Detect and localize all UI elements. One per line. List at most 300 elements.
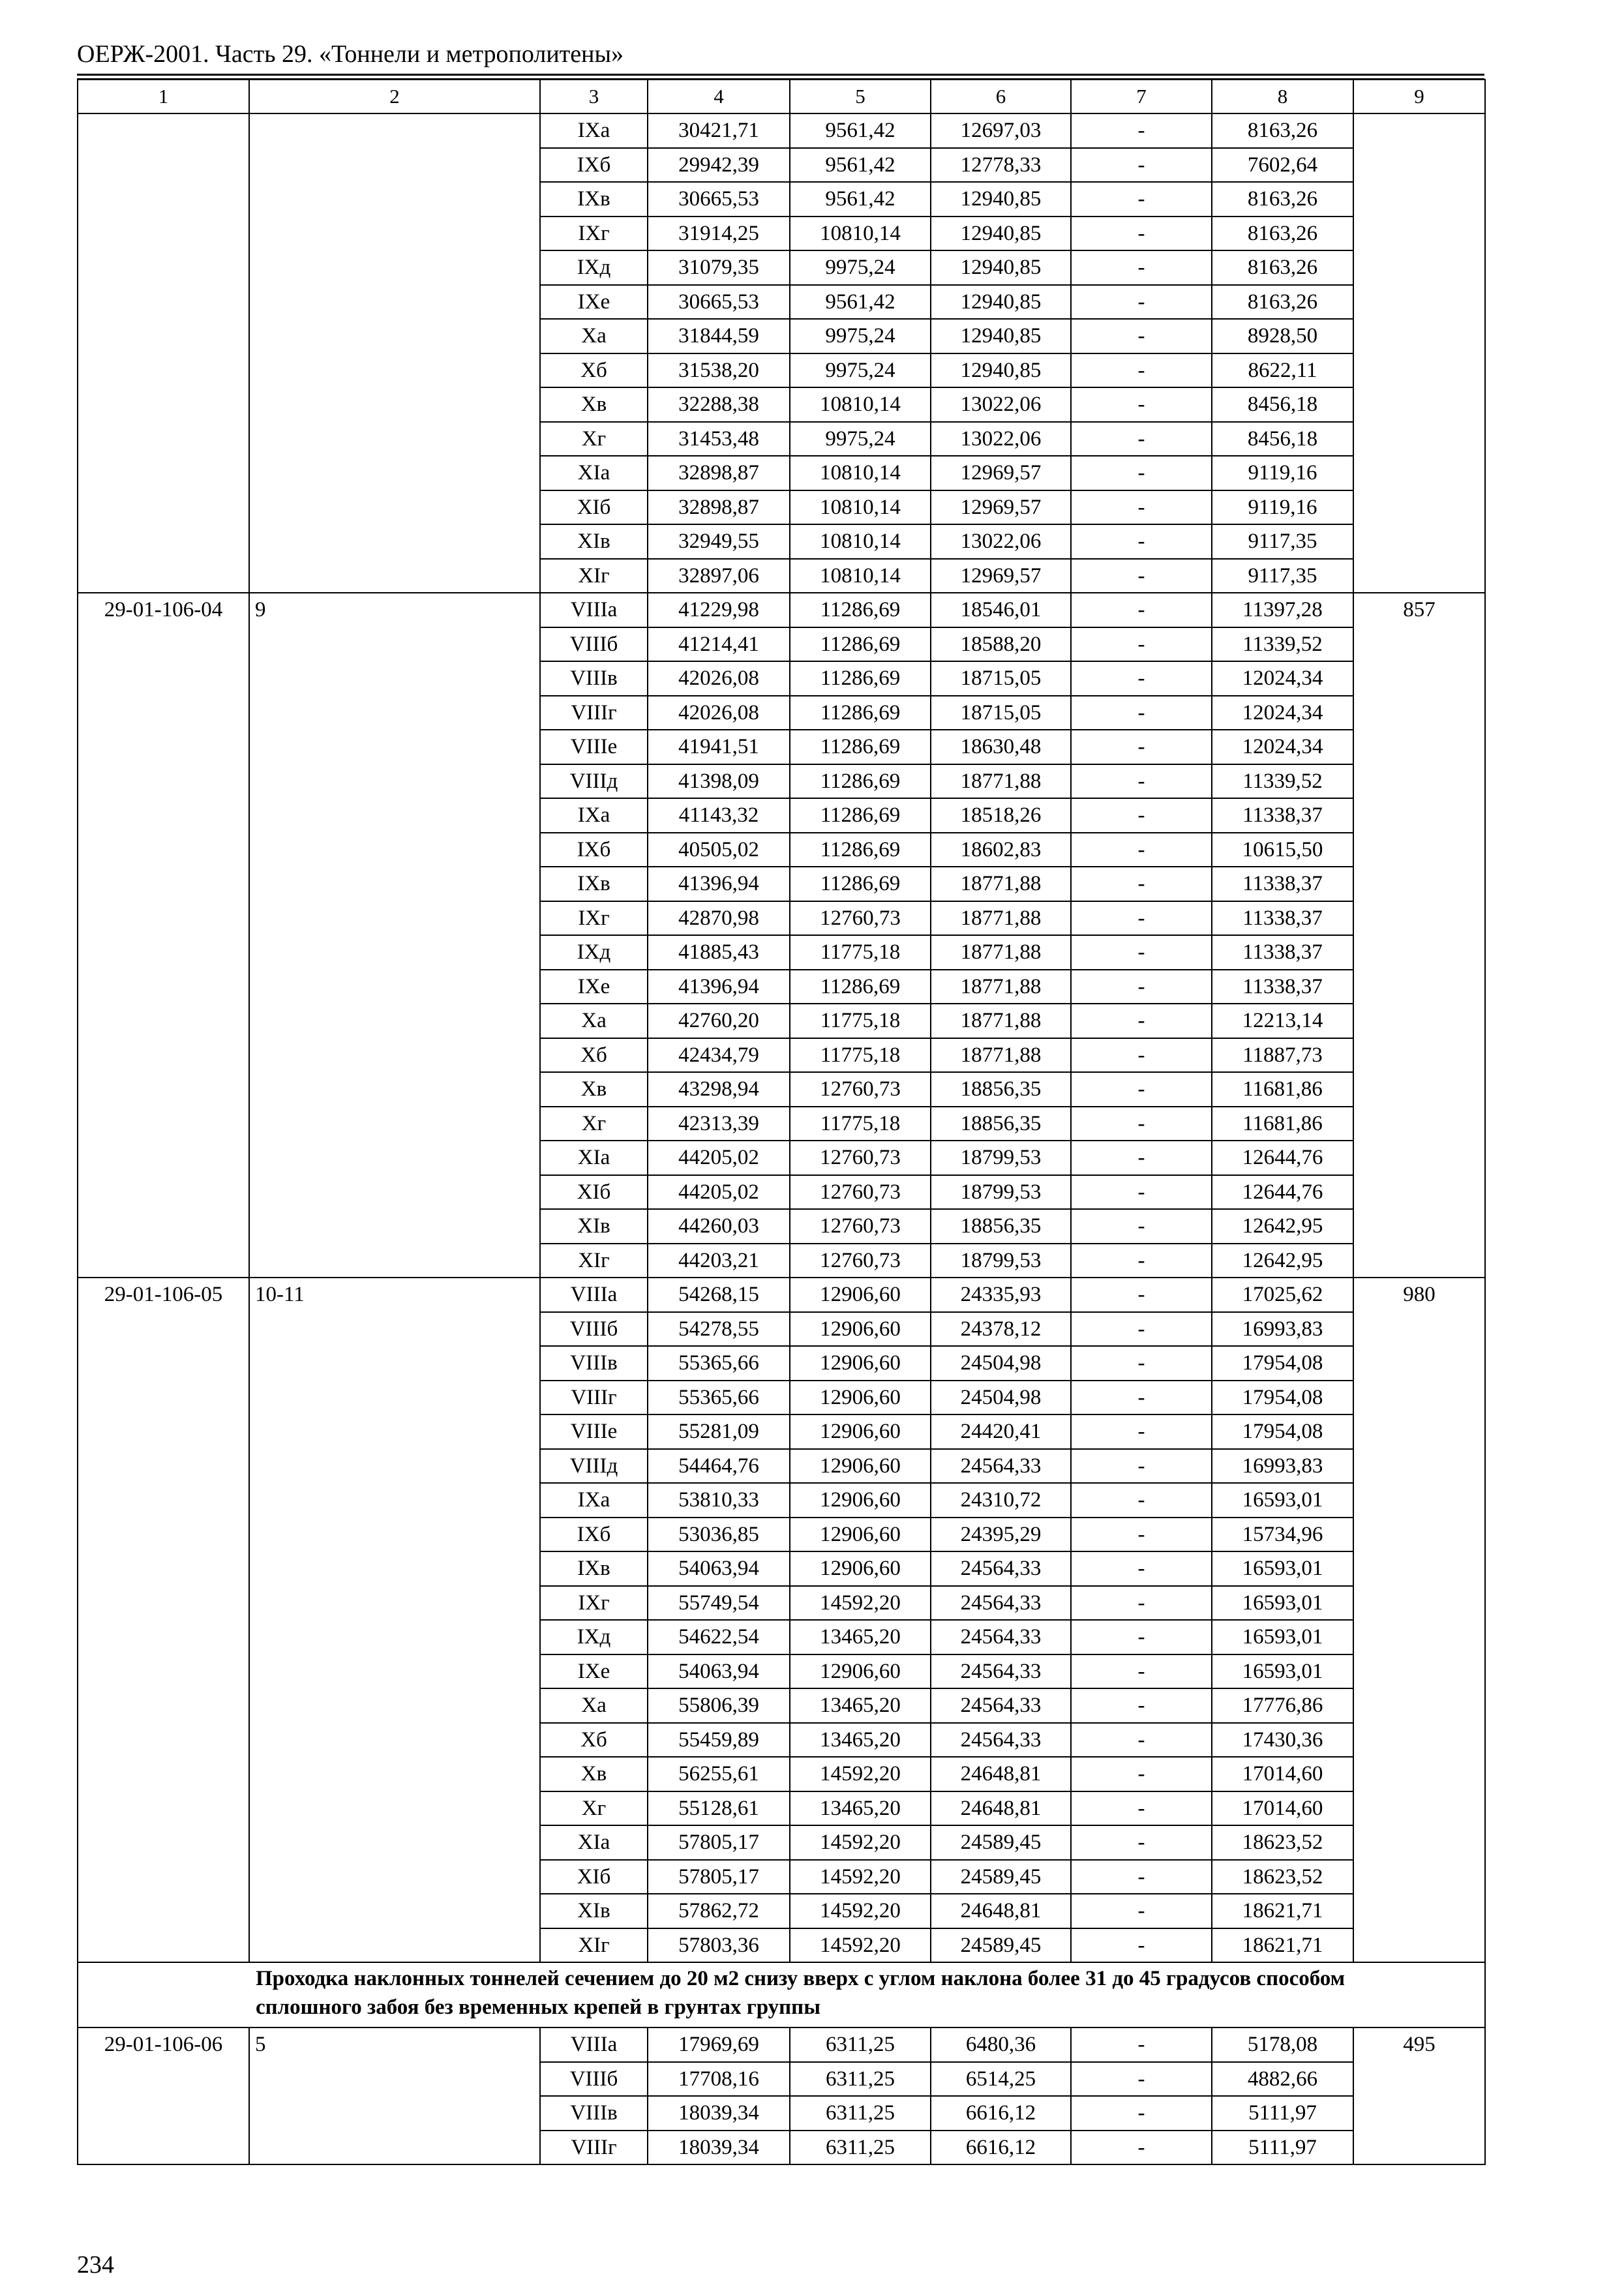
material-cost: 11681,86: [1212, 1107, 1353, 1141]
machine-cost: 12969,57: [931, 456, 1071, 490]
column-number: 2: [249, 80, 540, 113]
machinist-cost: -: [1071, 1004, 1212, 1038]
direct-cost: 41214,41: [648, 627, 790, 662]
machinist-cost: -: [1071, 456, 1212, 490]
machine-cost: 18546,01: [931, 593, 1071, 627]
machine-cost: 24504,98: [931, 1381, 1071, 1415]
direct-cost: 54063,94: [648, 1551, 790, 1586]
soil-group: Xв: [540, 1072, 648, 1107]
material-cost: 17954,08: [1212, 1414, 1353, 1449]
soil-group: Xа: [540, 1688, 648, 1723]
direct-cost: 31538,20: [648, 353, 790, 388]
material-cost: 9117,35: [1212, 524, 1353, 559]
material-cost: 17025,62: [1212, 1278, 1353, 1312]
machinist-cost: -: [1071, 1209, 1212, 1244]
machinist-cost: -: [1071, 764, 1212, 799]
direct-cost: 32898,87: [648, 490, 790, 525]
material-cost: 12644,76: [1212, 1175, 1353, 1210]
labor-cost: 13465,20: [790, 1688, 931, 1723]
soil-group: IXд: [540, 1620, 648, 1654]
labor-cost: 14592,20: [790, 1757, 931, 1791]
machinist-cost: -: [1071, 1175, 1212, 1210]
machinist-cost: -: [1071, 1414, 1212, 1449]
material-cost: 17954,08: [1212, 1346, 1353, 1381]
material-cost: 8928,50: [1212, 319, 1353, 353]
labor-cost: 10810,14: [790, 456, 931, 490]
machine-cost: 24335,93: [931, 1278, 1071, 1312]
soil-group: IXа: [540, 1483, 648, 1518]
direct-cost: 55365,66: [648, 1381, 790, 1415]
labor-cost: 9561,42: [790, 113, 931, 148]
soil-group: XIа: [540, 456, 648, 490]
soil-group: IXе: [540, 1654, 648, 1689]
labor-cost: 12760,73: [790, 1209, 931, 1244]
direct-cost: 54278,55: [648, 1312, 790, 1347]
machinist-cost: -: [1071, 1038, 1212, 1073]
material-cost: 8163,26: [1212, 250, 1353, 285]
soil-group: XIа: [540, 1825, 648, 1860]
material-cost: 18623,52: [1212, 1860, 1353, 1894]
material-cost: 11338,37: [1212, 798, 1353, 833]
machine-cost: 24589,45: [931, 1860, 1071, 1894]
labor-cost: 9975,24: [790, 250, 931, 285]
material-cost: 9119,16: [1212, 456, 1353, 490]
direct-cost: 54268,15: [648, 1278, 790, 1312]
rate-code: [78, 113, 249, 593]
labor-cost: 11775,18: [790, 1004, 931, 1038]
machine-cost: 18856,35: [931, 1072, 1071, 1107]
direct-cost: 54063,94: [648, 1654, 790, 1689]
machine-cost: 6480,36: [931, 2027, 1071, 2062]
material-cost: 4882,66: [1212, 2062, 1353, 2097]
soil-group: Xг: [540, 1791, 648, 1826]
material-cost: 12024,34: [1212, 661, 1353, 696]
soil-group: Xг: [540, 1107, 648, 1141]
labor-cost: 11286,69: [790, 867, 931, 901]
machine-cost: 12697,03: [931, 113, 1071, 148]
column-number: 1: [78, 80, 249, 113]
labor-cost: 11286,69: [790, 593, 931, 627]
direct-cost: 54622,54: [648, 1620, 790, 1654]
rate-code: 29-01-106-04: [78, 593, 249, 1278]
material-cost: 5111,97: [1212, 2131, 1353, 2165]
machine-cost: 12940,85: [931, 353, 1071, 388]
direct-cost: 53810,33: [648, 1483, 790, 1518]
machine-cost: 24564,33: [931, 1688, 1071, 1723]
material-cost: 11339,52: [1212, 627, 1353, 662]
labor-cost: 11286,69: [790, 696, 931, 730]
machine-cost: 18602,83: [931, 833, 1071, 867]
direct-cost: 55459,89: [648, 1723, 790, 1758]
material-cost: 5111,97: [1212, 2096, 1353, 2131]
labor-cost: 14592,20: [790, 1825, 931, 1860]
labor-cost: 10810,14: [790, 490, 931, 525]
soil-group: VIIIб: [540, 1312, 648, 1347]
column-number: 5: [790, 80, 931, 113]
soil-group: VIIIв: [540, 2096, 648, 2131]
machinist-cost: -: [1071, 285, 1212, 320]
soil-group: VIIIг: [540, 1381, 648, 1415]
machine-cost: 24564,33: [931, 1551, 1071, 1586]
machinist-cost: -: [1071, 422, 1212, 456]
direct-cost: 42760,20: [648, 1004, 790, 1038]
machinist-cost: -: [1071, 1791, 1212, 1826]
machine-cost: 6616,12: [931, 2096, 1071, 2131]
labor-cost: 10810,14: [790, 217, 931, 251]
soil-group: VIIIе: [540, 1414, 648, 1449]
machinist-cost: -: [1071, 2096, 1212, 2131]
direct-cost: 44203,21: [648, 1244, 790, 1278]
machine-cost: 18771,88: [931, 764, 1071, 799]
machine-cost: 13022,06: [931, 422, 1071, 456]
labor-cost: 6311,25: [790, 2096, 931, 2131]
machinist-cost: -: [1071, 798, 1212, 833]
direct-cost: 41396,94: [648, 867, 790, 901]
soil-group: IXа: [540, 798, 648, 833]
material-cost: 16993,83: [1212, 1449, 1353, 1484]
soil-group: VIIIв: [540, 1346, 648, 1381]
machinist-cost: -: [1071, 1346, 1212, 1381]
machinist-cost: -: [1071, 113, 1212, 148]
rate-code: 29-01-106-05: [78, 1278, 249, 1962]
soil-group: Xв: [540, 387, 648, 422]
machine-cost: 18715,05: [931, 661, 1071, 696]
direct-cost: 55806,39: [648, 1688, 790, 1723]
labor-cost: 10810,14: [790, 559, 931, 593]
direct-cost: 54464,76: [648, 1449, 790, 1484]
labor-cost: 11775,18: [790, 1107, 931, 1141]
labor-cost: 6311,25: [790, 2027, 931, 2062]
labor-cost: 12906,60: [790, 1518, 931, 1552]
soil-group: Xа: [540, 1004, 648, 1038]
direct-cost: 55365,66: [648, 1346, 790, 1381]
soil-group: IXг: [540, 901, 648, 936]
soil-group: XIг: [540, 1244, 648, 1278]
machinist-cost: -: [1071, 661, 1212, 696]
direct-cost: 30665,53: [648, 182, 790, 217]
machine-cost: 12940,85: [931, 182, 1071, 217]
machinist-cost: -: [1071, 730, 1212, 764]
labor-cost: 13465,20: [790, 1620, 931, 1654]
labor-cost: 13465,20: [790, 1723, 931, 1758]
page-header: ОЕРЖ-2001. Часть 29. «Тоннели и метрополитены»: [77, 40, 624, 68]
soil-group: XIб: [540, 490, 648, 525]
section-title: Проходка наклонных тоннелей сечением до 20 м2 снизу вверх с углом наклона более 31 до 45 градусов способом сплошного забоя без временных крепей в грунтах группы: [249, 1962, 1485, 2027]
soil-group: XIв: [540, 1894, 648, 1928]
soil-group: IXв: [540, 1551, 648, 1586]
material-cost: 11339,52: [1212, 764, 1353, 799]
material-cost: 8622,11: [1212, 353, 1353, 388]
machinist-cost: -: [1071, 1860, 1212, 1894]
soil-group: IXе: [540, 285, 648, 320]
labor-cost: 12760,73: [790, 901, 931, 936]
machinist-cost: -: [1071, 1620, 1212, 1654]
soil-group: VIIIа: [540, 593, 648, 627]
labor-cost: 11775,18: [790, 1038, 931, 1073]
rate-code: 29-01-106-06: [78, 2027, 249, 2164]
machinist-cost: -: [1071, 490, 1212, 525]
machinist-cost: -: [1071, 1928, 1212, 1963]
soil-group: VIIIд: [540, 1449, 648, 1484]
machinist-cost: -: [1071, 970, 1212, 1004]
machine-cost: 24395,29: [931, 1518, 1071, 1552]
machinist-cost: -: [1071, 1449, 1212, 1484]
direct-cost: 30421,71: [648, 113, 790, 148]
soil-group: Xг: [540, 422, 648, 456]
machine-cost: 12940,85: [931, 217, 1071, 251]
material-cost: 9117,35: [1212, 559, 1353, 593]
labor-hours: 857: [1353, 593, 1485, 1278]
soil-group: IXб: [540, 148, 648, 183]
table-row: [78, 113, 1485, 148]
machine-cost: 18856,35: [931, 1209, 1071, 1244]
labor-cost: 12760,73: [790, 1244, 931, 1278]
labor-cost: 13465,20: [790, 1791, 931, 1826]
direct-cost: 41229,98: [648, 593, 790, 627]
direct-cost: 32897,06: [648, 559, 790, 593]
material-cost: 11338,37: [1212, 935, 1353, 970]
direct-cost: 32949,55: [648, 524, 790, 559]
header-rule: [77, 74, 1484, 76]
material-cost: 9119,16: [1212, 490, 1353, 525]
material-cost: 16593,01: [1212, 1483, 1353, 1518]
machinist-cost: -: [1071, 2027, 1212, 2062]
section-spacer: [78, 1962, 249, 2027]
labor-cost: 6311,25: [790, 2131, 931, 2165]
column-number: 3: [540, 80, 648, 113]
machine-cost: 24564,33: [931, 1620, 1071, 1654]
soil-group: VIIIе: [540, 730, 648, 764]
soil-group: XIг: [540, 1928, 648, 1963]
machinist-cost: -: [1071, 696, 1212, 730]
direct-cost: 43298,94: [648, 1072, 790, 1107]
material-cost: 12642,95: [1212, 1209, 1353, 1244]
labor-cost: 11775,18: [790, 935, 931, 970]
machinist-cost: -: [1071, 1825, 1212, 1860]
machinist-cost: -: [1071, 250, 1212, 285]
machinist-cost: -: [1071, 2131, 1212, 2165]
direct-cost: 29942,39: [648, 148, 790, 183]
material-cost: 17430,36: [1212, 1723, 1353, 1758]
material-cost: 8456,18: [1212, 387, 1353, 422]
soil-group: IXд: [540, 935, 648, 970]
machine-cost: 18630,48: [931, 730, 1071, 764]
labor-cost: 12906,60: [790, 1312, 931, 1347]
material-cost: 12644,76: [1212, 1141, 1353, 1175]
soil-group: VIIIв: [540, 661, 648, 696]
material-cost: 17954,08: [1212, 1381, 1353, 1415]
labor-cost: 12906,60: [790, 1278, 931, 1312]
material-cost: 16593,01: [1212, 1654, 1353, 1689]
material-cost: 12024,34: [1212, 730, 1353, 764]
labor-cost: 9975,24: [790, 422, 931, 456]
soil-group: VIIIб: [540, 2062, 648, 2097]
soil-group: VIIIг: [540, 696, 648, 730]
machinist-cost: -: [1071, 1894, 1212, 1928]
soil-group: XIа: [540, 1141, 648, 1175]
labor-cost: 12906,60: [790, 1449, 931, 1484]
soil-group: XIг: [540, 559, 648, 593]
labor-hours: [1353, 113, 1485, 593]
machinist-cost: -: [1071, 524, 1212, 559]
material-cost: 11338,37: [1212, 867, 1353, 901]
soil-group: VIIIг: [540, 2131, 648, 2165]
soil-group: VIIIа: [540, 1278, 648, 1312]
machinist-cost: -: [1071, 833, 1212, 867]
material-cost: 8163,26: [1212, 285, 1353, 320]
labor-cost: 12760,73: [790, 1072, 931, 1107]
machine-cost: 24378,12: [931, 1312, 1071, 1347]
material-cost: 11681,86: [1212, 1072, 1353, 1107]
material-cost: 16593,01: [1212, 1551, 1353, 1586]
section-row: [78, 1962, 1485, 2027]
labor-cost: 11286,69: [790, 833, 931, 867]
direct-cost: 41398,09: [648, 764, 790, 799]
machinist-cost: -: [1071, 1723, 1212, 1758]
machinist-cost: -: [1071, 1483, 1212, 1518]
material-cost: 16593,01: [1212, 1620, 1353, 1654]
rates-table: [77, 79, 1486, 2165]
direct-cost: 44260,03: [648, 1209, 790, 1244]
labor-cost: 9561,42: [790, 182, 931, 217]
material-cost: 8163,26: [1212, 217, 1353, 251]
machine-cost: 18771,88: [931, 867, 1071, 901]
machine-cost: 18856,35: [931, 1107, 1071, 1141]
soil-group: IXв: [540, 182, 648, 217]
labor-cost: 12906,60: [790, 1381, 931, 1415]
machine-cost: 24564,33: [931, 1654, 1071, 1689]
material-cost: 16993,83: [1212, 1312, 1353, 1347]
soil-group: VIIIд: [540, 764, 648, 799]
soil-group: IXе: [540, 970, 648, 1004]
labor-cost: 11286,69: [790, 764, 931, 799]
soil-group: Xа: [540, 319, 648, 353]
machine-cost: 6514,25: [931, 2062, 1071, 2097]
machine-cost: 24564,33: [931, 1723, 1071, 1758]
rate-note: [249, 113, 540, 593]
machinist-cost: -: [1071, 217, 1212, 251]
machine-cost: 12969,57: [931, 490, 1071, 525]
machine-cost: 24648,81: [931, 1757, 1071, 1791]
machinist-cost: -: [1071, 627, 1212, 662]
column-number: 6: [931, 80, 1071, 113]
direct-cost: 44205,02: [648, 1175, 790, 1210]
machinist-cost: -: [1071, 1688, 1212, 1723]
direct-cost: 53036,85: [648, 1518, 790, 1552]
labor-cost: 9975,24: [790, 353, 931, 388]
material-cost: 10615,50: [1212, 833, 1353, 867]
direct-cost: 31079,35: [648, 250, 790, 285]
material-cost: 8456,18: [1212, 422, 1353, 456]
machinist-cost: -: [1071, 2062, 1212, 2097]
machine-cost: 24504,98: [931, 1346, 1071, 1381]
material-cost: 12024,34: [1212, 696, 1353, 730]
labor-cost: 12906,60: [790, 1483, 931, 1518]
direct-cost: 57803,36: [648, 1928, 790, 1963]
machine-cost: 18771,88: [931, 970, 1071, 1004]
machine-cost: 12969,57: [931, 559, 1071, 593]
column-number: 4: [648, 80, 790, 113]
soil-group: VIIIа: [540, 2027, 648, 2062]
machinist-cost: -: [1071, 1141, 1212, 1175]
direct-cost: 42026,08: [648, 696, 790, 730]
material-cost: 17776,86: [1212, 1688, 1353, 1723]
labor-cost: 6311,25: [790, 2062, 931, 2097]
machinist-cost: -: [1071, 387, 1212, 422]
machinist-cost: -: [1071, 901, 1212, 936]
machine-cost: 24310,72: [931, 1483, 1071, 1518]
rate-note: 10-11: [249, 1278, 540, 1962]
direct-cost: 57862,72: [648, 1894, 790, 1928]
material-cost: 11338,37: [1212, 901, 1353, 936]
direct-cost: 44205,02: [648, 1141, 790, 1175]
soil-group: IXб: [540, 833, 648, 867]
machinist-cost: -: [1071, 319, 1212, 353]
labor-cost: 12906,60: [790, 1551, 931, 1586]
material-cost: 17014,60: [1212, 1757, 1353, 1791]
material-cost: 12642,95: [1212, 1244, 1353, 1278]
material-cost: 17014,60: [1212, 1791, 1353, 1826]
labor-hours: 495: [1353, 2027, 1485, 2164]
machinist-cost: -: [1071, 182, 1212, 217]
direct-cost: 17969,69: [648, 2027, 790, 2062]
material-cost: 7602,64: [1212, 148, 1353, 183]
direct-cost: 31844,59: [648, 319, 790, 353]
machine-cost: 18771,88: [931, 935, 1071, 970]
material-cost: 18621,71: [1212, 1894, 1353, 1928]
soil-group: Xв: [540, 1757, 648, 1791]
machine-cost: 24564,33: [931, 1449, 1071, 1484]
machine-cost: 18771,88: [931, 901, 1071, 936]
soil-group: VIIIб: [540, 627, 648, 662]
machine-cost: 12940,85: [931, 250, 1071, 285]
labor-cost: 11286,69: [790, 627, 931, 662]
direct-cost: 55128,61: [648, 1791, 790, 1826]
machinist-cost: -: [1071, 1757, 1212, 1791]
rate-note: 5: [249, 2027, 540, 2164]
direct-cost: 55281,09: [648, 1414, 790, 1449]
direct-cost: 42313,39: [648, 1107, 790, 1141]
machinist-cost: -: [1071, 867, 1212, 901]
direct-cost: 17708,16: [648, 2062, 790, 2097]
labor-cost: 12760,73: [790, 1175, 931, 1210]
machinist-cost: -: [1071, 1278, 1212, 1312]
material-cost: 8163,26: [1212, 113, 1353, 148]
direct-cost: 42870,98: [648, 901, 790, 936]
machine-cost: 18588,20: [931, 627, 1071, 662]
labor-cost: 12906,60: [790, 1654, 931, 1689]
labor-cost: 14592,20: [790, 1928, 931, 1963]
material-cost: 5178,08: [1212, 2027, 1353, 2062]
direct-cost: 32288,38: [648, 387, 790, 422]
machinist-cost: -: [1071, 593, 1212, 627]
soil-group: IXв: [540, 867, 648, 901]
machinist-cost: -: [1071, 935, 1212, 970]
table-row: [78, 2027, 1485, 2062]
page-number: 234: [77, 2251, 114, 2279]
machine-cost: 24589,45: [931, 1928, 1071, 1963]
material-cost: 12213,14: [1212, 1004, 1353, 1038]
direct-cost: 18039,34: [648, 2096, 790, 2131]
soil-group: XIб: [540, 1175, 648, 1210]
machinist-cost: -: [1071, 148, 1212, 183]
machine-cost: 6616,12: [931, 2131, 1071, 2165]
labor-cost: 14592,20: [790, 1860, 931, 1894]
machinist-cost: -: [1071, 559, 1212, 593]
machinist-cost: -: [1071, 1244, 1212, 1278]
machinist-cost: -: [1071, 1654, 1212, 1689]
material-cost: 16593,01: [1212, 1586, 1353, 1621]
